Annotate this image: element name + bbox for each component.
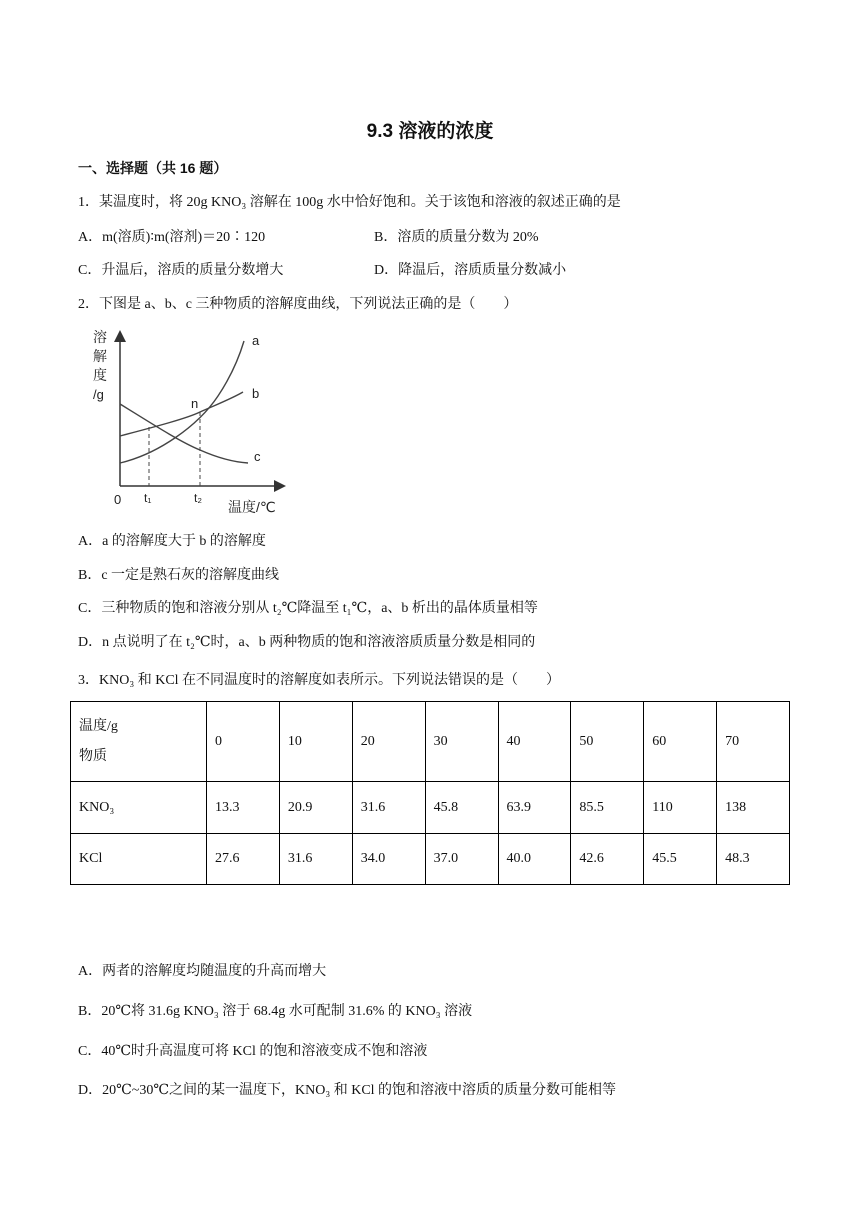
origin-label: 0 — [114, 492, 122, 507]
value-cell: 45.5 — [644, 834, 717, 885]
section-heading: 一、选择题（共 16 题） — [78, 160, 228, 176]
q1-option-a: A．m(溶质)∶m(溶剂)＝20∶120 — [78, 230, 266, 245]
temp-cell: 50 — [571, 702, 644, 782]
curve-c — [120, 404, 248, 463]
temp-cell: 0 — [207, 702, 280, 782]
q2-option-c: C．三种物质的饱和溶液分别从 t₂℃降温至 t₁℃，a、b 析出的晶体质量相等 — [78, 601, 538, 616]
table-row — [71, 834, 790, 885]
q3-stem: 3．KNO₃ 和 KCl 在不同温度时的溶解度如表所示。下列说法错误的是（ ） — [78, 673, 561, 688]
curve-b — [120, 392, 243, 436]
point-n-label: n — [191, 396, 199, 411]
value-cell: 42.6 — [571, 834, 644, 885]
value-cell: 31.6 — [279, 834, 352, 885]
value-cell: 40.0 — [498, 834, 571, 885]
t2-label: t₂ — [194, 491, 202, 505]
value-cell: 37.0 — [425, 834, 498, 885]
row-name-cell: KCl — [71, 834, 207, 885]
q3-option-a: A．两者的溶解度均随温度的升高而增大 — [78, 964, 327, 979]
value-cell: 138 — [717, 782, 790, 834]
q2-option-d: D．n 点说明了在 t₂℃时，a、b 两种物质的饱和溶液溶质质量分数是相同的 — [78, 635, 536, 650]
y-label-3: 度 — [93, 367, 107, 383]
value-cell: 13.3 — [207, 782, 280, 834]
curve-a — [120, 341, 244, 463]
value-cell: 20.9 — [279, 782, 352, 834]
q2-stem: 2．下图是 a、b、c 三种物质的溶解度曲线，下列说法正确的是（ ） — [78, 297, 518, 312]
solubility-table — [70, 701, 790, 885]
header-bottom: 物质 — [79, 748, 107, 764]
x-label: 温度/℃ — [228, 499, 276, 515]
value-cell: 34.0 — [352, 834, 425, 885]
solubility-curve-graph — [88, 326, 288, 518]
value-cell: 110 — [644, 782, 717, 834]
q2-option-a: A．a 的溶解度大于 b 的溶解度 — [78, 534, 266, 549]
q3-option-b: B．20℃将 31.6g KNO₃ 溶于 68.4g 水可配制 31.6% 的 KNO₃ 溶液 — [78, 1004, 473, 1019]
curve-b-label: b — [252, 386, 260, 401]
temp-cell: 20 — [352, 702, 425, 782]
y-label-4: /g — [93, 387, 104, 402]
value-cell: 31.6 — [352, 782, 425, 834]
q1-option-b: B．溶质的质量分数为 20% — [374, 230, 539, 245]
table-header-row — [71, 702, 790, 782]
temp-cell: 60 — [644, 702, 717, 782]
curve-c-label: c — [254, 449, 261, 464]
table-row — [71, 782, 790, 834]
value-cell: 27.6 — [207, 834, 280, 885]
curve-a-label: a — [252, 333, 260, 348]
temp-cell: 30 — [425, 702, 498, 782]
y-label-2: 解 — [93, 348, 107, 364]
header-top: 温度/g — [79, 718, 118, 734]
value-cell: 48.3 — [717, 834, 790, 885]
q2-option-b: B．c 一定是熟石灰的溶解度曲线 — [78, 568, 280, 583]
y-label-1: 溶 — [93, 329, 107, 345]
value-cell: 63.9 — [498, 782, 571, 834]
page-title: 9.3 溶液的浓度 — [366, 121, 494, 142]
temp-cell: 10 — [279, 702, 352, 782]
q3-option-c: C．40℃时升高温度可将 KCl 的饱和溶液变成不饱和溶液 — [78, 1044, 428, 1059]
q1-stem: 1．某温度时，将 20g KNO₃ 溶解在 100g 水中恰好饱和。关于该饱和溶液的叙述正确的是 — [78, 195, 621, 210]
value-cell: 85.5 — [571, 782, 644, 834]
q1-option-d: D．降温后，溶质质量分数减小 — [374, 263, 567, 278]
temp-cell: 40 — [498, 702, 571, 782]
value-cell: 45.8 — [425, 782, 498, 834]
temp-cell: 70 — [717, 702, 790, 782]
row-name-cell: KNO₃ — [71, 782, 207, 834]
q1-option-c: C．升温后，溶质的质量分数增大 — [78, 263, 284, 278]
q3-option-d: D．20℃~30℃之间的某一温度下，KNO₃ 和 KCl 的饱和溶液中溶质的质量分数可能相等 — [78, 1083, 617, 1098]
t1-label: t₁ — [144, 491, 152, 505]
table-corner-cell — [71, 702, 207, 782]
